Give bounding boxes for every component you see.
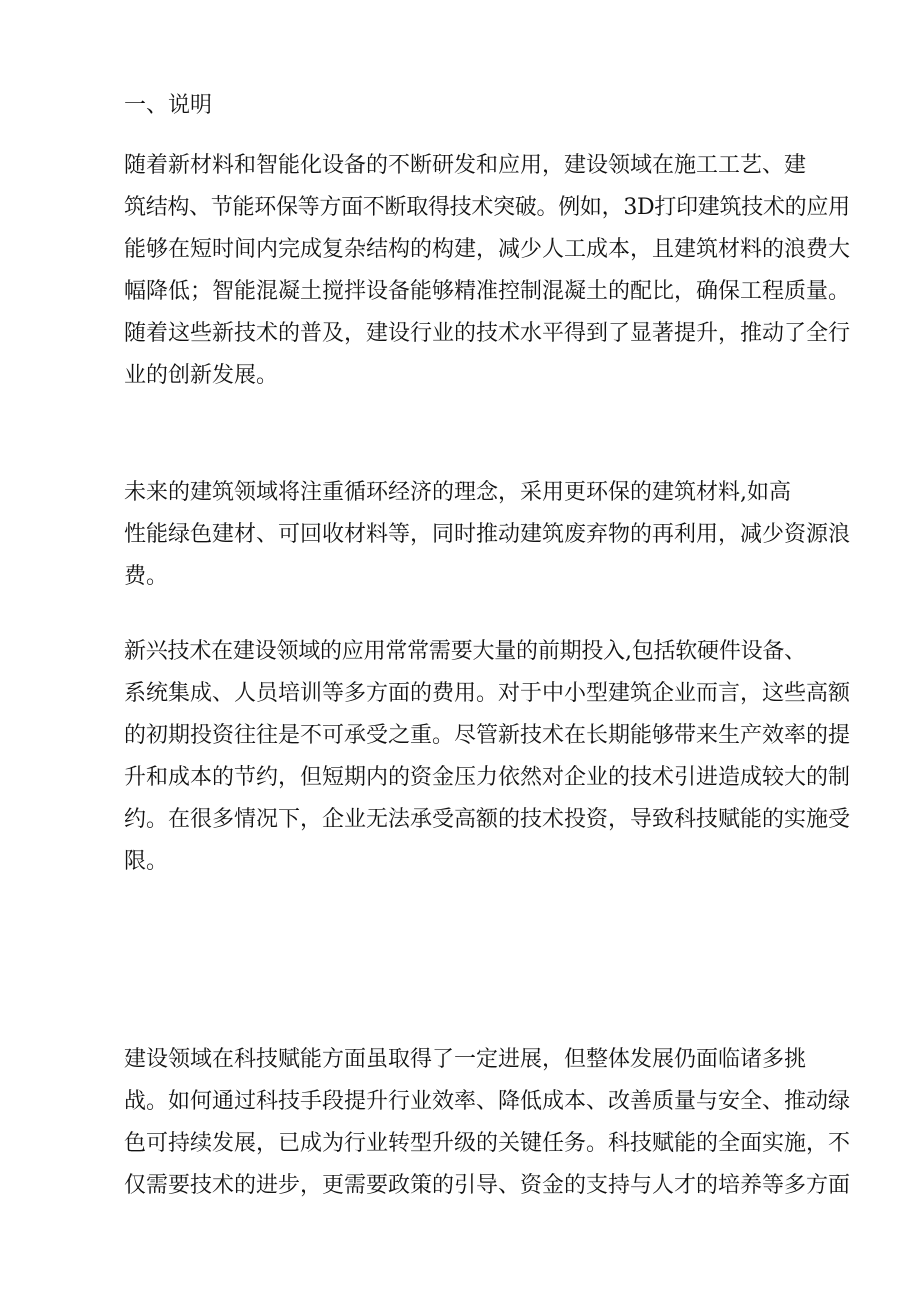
- paragraph-line: 性能绿色建材、可回收材料等，同时推动建筑废弃物的再利用，减少资源浪: [124, 522, 851, 547]
- paragraph-line: 随着这些新技术的普及，建设行业的技术水平得到了显著提升，推动了全行: [124, 321, 851, 346]
- paragraph-4: [80, 1039, 850, 1207]
- paragraph-line: 筑结构、节能环保等方面不断取得技术突破。例如，3D打印建筑技术的应用: [124, 195, 850, 220]
- paragraph-1: [80, 145, 850, 397]
- paragraph-line: 能够在短时间内完成复杂结构的构建，减少人工成本，且建筑材料的浪费大: [124, 237, 851, 262]
- section-heading: 一、说明: [124, 93, 213, 118]
- paragraph-line: 的初期投资往往是不可承受之重。尽管新技术在长期能够带来生产效率的提: [124, 723, 851, 748]
- paragraph-line: 限。: [124, 849, 169, 874]
- paragraph-line: 随着新材料和智能化设备的不断研发和应用，建设领域在施工工艺、建: [124, 153, 807, 178]
- paragraph-line: 系统集成、人员培训等多方面的费用。对于中小型建筑企业而言，这些高额: [124, 681, 851, 706]
- paragraph-line: 约。在很多情况下，企业无法承受高额的技术投资，导致科技赋能的实施受: [124, 807, 851, 832]
- paragraph-line: 色可持续发展，已成为行业转型升级的关键任务。科技赋能的全面实施，不: [124, 1131, 851, 1156]
- paragraph-2: [80, 472, 850, 598]
- paragraph-line: 幅降低；智能混凝土搅拌设备能够精准控制混凝土的配比，确保工程质量。: [124, 279, 851, 304]
- paragraph-line: 仅需要技术的进步，更需要政策的引导、资金的支持与人才的培养等多方面: [124, 1173, 851, 1198]
- paragraph-line: 战。如何通过科技手段提升行业效率、降低成本、改善质量与安全、推动绿: [124, 1089, 851, 1114]
- paragraph-3: [80, 631, 850, 883]
- paragraph-line: 建设领域在科技赋能方面虽取得了一定进展，但整体发展仍面临诸多挑: [124, 1047, 807, 1072]
- paragraph-line: 费。: [124, 564, 169, 589]
- paragraph-line: 升和成本的节约，但短期内的资金压力依然对企业的技术引进造成较大的制: [124, 765, 851, 790]
- paragraph-line: 业的创新发展。: [124, 363, 279, 388]
- paragraph-line: 新兴技术在建设领域的应用常常需要大量的前期投入,包括软硬件设备、: [124, 639, 806, 664]
- paragraph-line: 未来的建筑领域将注重循环经济的理念，采用更环保的建筑材料,如高: [124, 480, 791, 505]
